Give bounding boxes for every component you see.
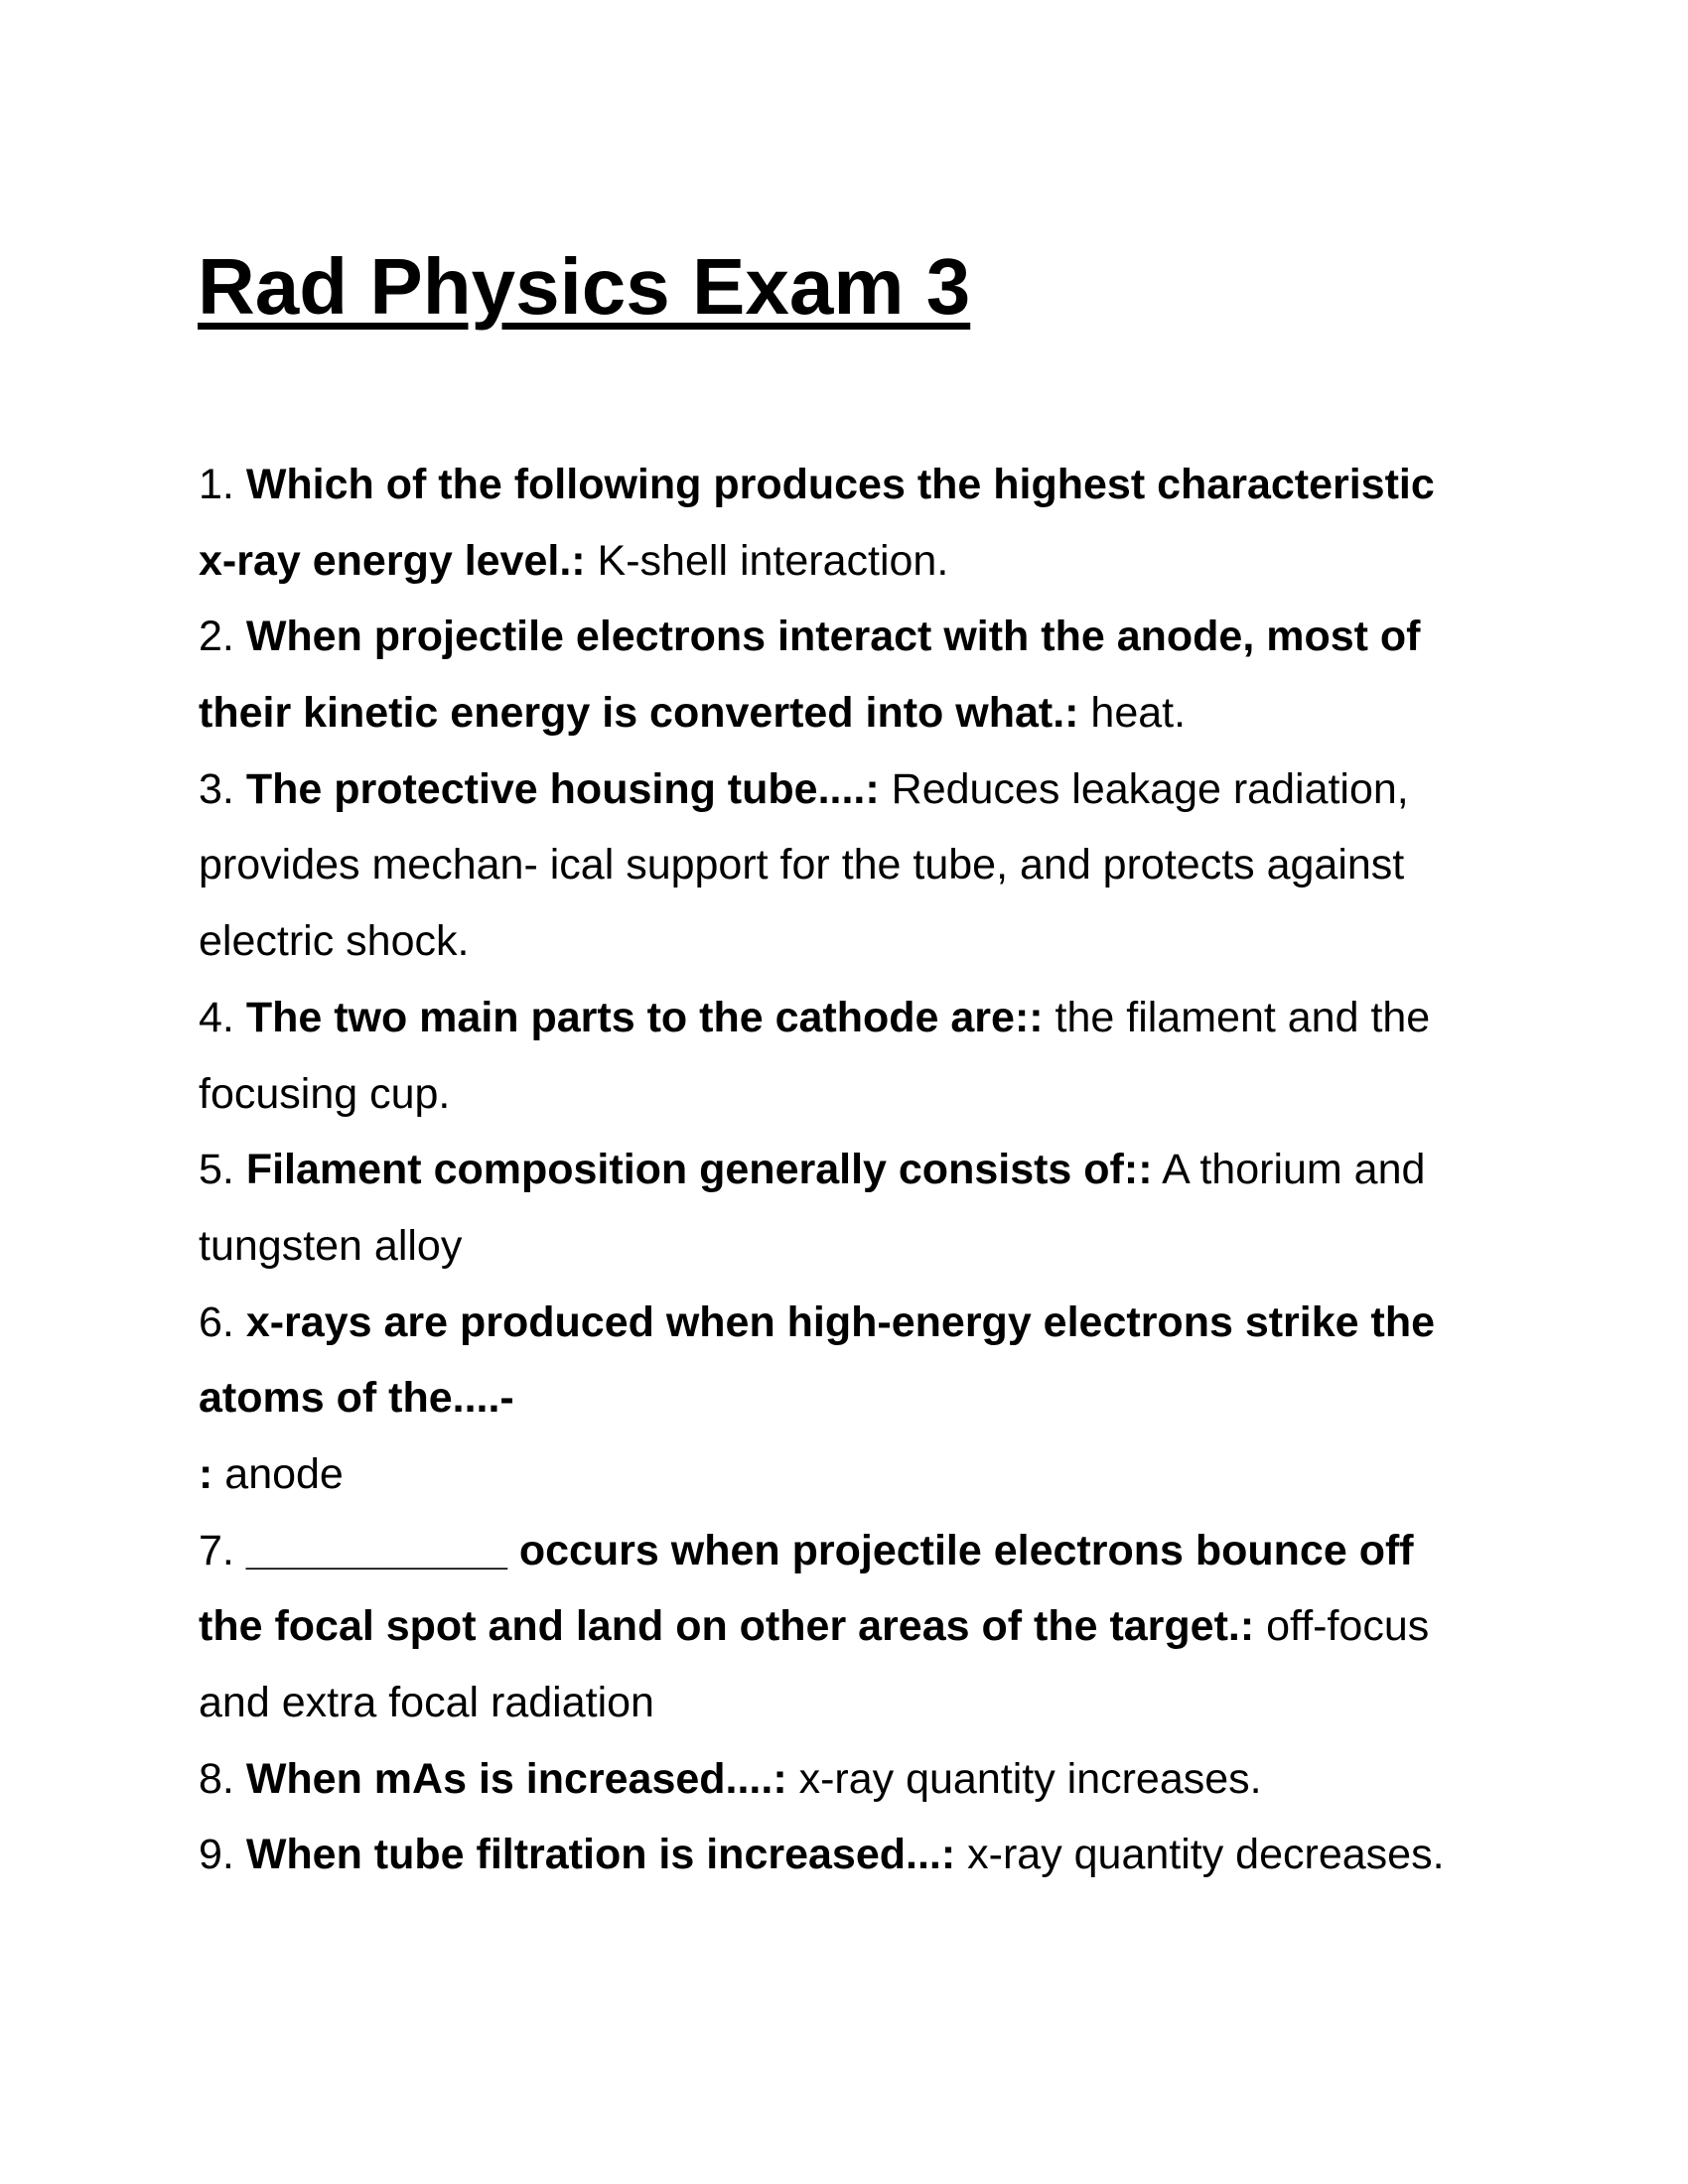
- text-line: [199, 599, 1509, 675]
- question-text: their kinetic energy is converted into what.:: [199, 689, 1079, 738]
- question-text: When tube filtration is increased...:: [245, 1831, 956, 1879]
- document-title: Rad Physics Exam 3: [198, 242, 971, 331]
- question-item-1: [199, 447, 1509, 599]
- question-item-7: [199, 1513, 1509, 1741]
- question-item-3: [199, 751, 1509, 980]
- text-line: [199, 903, 1509, 980]
- question-list: [199, 447, 1509, 1893]
- text-line: [199, 827, 1509, 903]
- answer-text: A thorium and: [1152, 1146, 1426, 1194]
- answer-text: provides mechan- ical support for the tube, and protects against: [199, 841, 1405, 889]
- text-line: [199, 1817, 1509, 1893]
- question-text: ___________ occurs when projectile electrons bounce off: [245, 1526, 1414, 1574]
- answer-text: focusing cup.: [199, 1069, 451, 1118]
- question-text: x-ray energy level.:: [199, 536, 586, 585]
- text-line: [199, 1208, 1509, 1285]
- text-line: [199, 1132, 1509, 1208]
- answer-text: and extra focal radiation: [199, 1679, 654, 1726]
- answer-text: anode: [212, 1449, 344, 1498]
- question-item-2: [199, 599, 1509, 751]
- question-text: the focal spot and land on other areas of the target.:: [199, 1602, 1255, 1651]
- answer-text: Reduces leakage radiation,: [879, 764, 1409, 813]
- text-line: [199, 1665, 1509, 1741]
- question-text: Filament composition generally consists of::: [245, 1146, 1153, 1194]
- text-line: [199, 1513, 1509, 1589]
- text-line: [199, 1056, 1509, 1133]
- question-number: 2.: [199, 613, 246, 661]
- question-number: 5.: [199, 1146, 246, 1194]
- question-number: 9.: [199, 1831, 246, 1879]
- text-line: [199, 1436, 1509, 1513]
- question-number: 1.: [199, 461, 246, 508]
- text-line: [199, 1588, 1509, 1665]
- question-text: Which of the following produces the highest characteristic: [245, 461, 1435, 508]
- text-line: [199, 1285, 1509, 1361]
- question-text: The two main parts to the cathode are::: [245, 993, 1044, 1041]
- question-text: When mAs is increased....:: [245, 1754, 787, 1803]
- text-line: [199, 1741, 1509, 1818]
- text-line: [199, 751, 1509, 828]
- answer-text: electric shock.: [199, 917, 470, 966]
- text-line: [199, 523, 1509, 600]
- question-item-8: [199, 1741, 1509, 1818]
- answer-text: x-ray quantity increases.: [786, 1754, 1262, 1803]
- question-item-6: [199, 1285, 1509, 1513]
- question-number: 7.: [199, 1526, 246, 1574]
- answer-text: K-shell interaction.: [585, 536, 949, 585]
- question-item-4: [199, 980, 1509, 1132]
- question-number: 3.: [199, 764, 246, 813]
- answer-text: tungsten alloy: [199, 1221, 463, 1270]
- question-number: 4.: [199, 993, 246, 1041]
- answer-text: off-focus: [1254, 1602, 1430, 1651]
- text-line: [199, 447, 1509, 523]
- question-text: When projectile electrons interact with the anode, most of: [245, 613, 1421, 661]
- question-text: x-rays are produced when high-energy electrons strike the: [245, 1297, 1436, 1346]
- question-text: atoms of the....-: [199, 1374, 514, 1423]
- question-text: :: [199, 1449, 213, 1498]
- question-number: 8.: [199, 1754, 246, 1803]
- question-number: 6.: [199, 1297, 246, 1346]
- text-line: [199, 675, 1509, 751]
- answer-text: the filament and the: [1043, 993, 1431, 1041]
- text-line: [199, 980, 1509, 1056]
- answer-text: x-ray quantity decreases.: [955, 1831, 1445, 1879]
- question-item-5: [199, 1132, 1509, 1284]
- text-line: [199, 1360, 1509, 1436]
- question-text: The protective housing tube....:: [245, 764, 880, 813]
- answer-text: heat.: [1078, 689, 1187, 738]
- question-item-9: [199, 1817, 1509, 1893]
